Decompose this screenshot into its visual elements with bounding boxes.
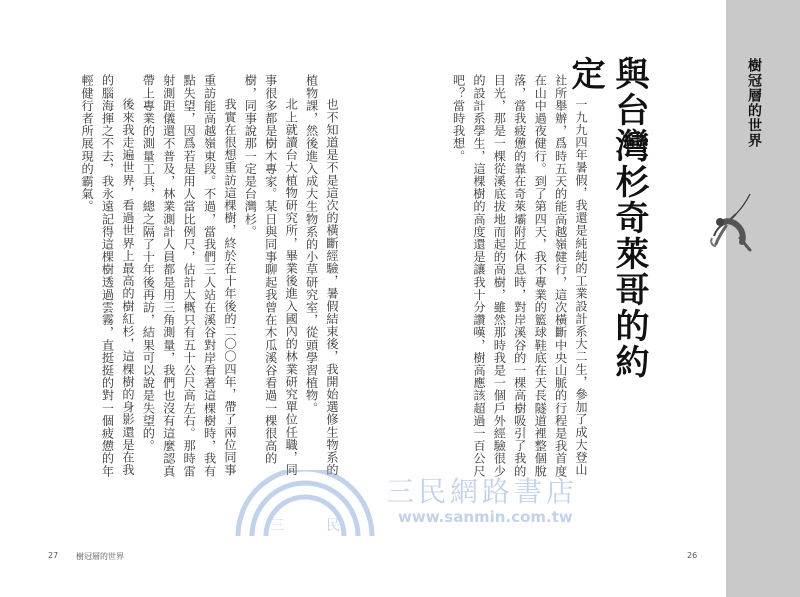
left-running-title: 樹冠層的世界 [76,552,124,561]
watermark [230,470,610,540]
watermark-seal-1: 三 [270,518,284,534]
paragraph: 北上就讀台大植物研究所，畢業後進入國內的林業研究單位任職，同事很多都是樹木專家。某日與同事聊起我曾在木瓜溪谷看過一棵很高的樹，同事說那一定是台灣杉。 [243,74,299,477]
paragraph: 也不知道是不是這次的橫斷經驗，暑假結束後，我開始選修生物系的植物課，然後進入成大生物系的小草研究室，從頭學習植物。 [304,74,339,477]
watermark-logo-icon [230,470,380,540]
watermark-url: www.sanmin.com.tw [398,508,573,526]
watermark-seal-2: 民 [326,518,340,534]
right-page-number: 26 [687,551,698,560]
left-page-number: 27 [48,551,59,560]
paragraph: 一九九四年暑假，我還是純純的工業設計系大二生，參加了成大登山社所舉辦，爲時五天的能高越嶺健行，這次橫斷中央山脈的行程是我首度在山中過夜健行。到了第四天，我不專業的籃球鞋底在天長隧道裡整個脫落，當我疲憊的靠在奇萊壩附近休息時，對岸溪谷的一棵高樹吸引了我的目光，那是一棵從溪底拔地而起的高樹，雖然那時我是一個戶外經驗很少的設計系學生，這棵樹的高度還是讓我十分讚嘆，樹高應該超過一百公尺吧？當時我想。 [451,74,588,478]
sidebar-title: 樹冠層的世界 [746,58,762,148]
climber-icon [706,192,758,254]
right-page-text [451,74,591,484]
watermark-text: 三民網路書店 [386,475,579,508]
left-page-text [42,74,342,484]
paragraph: 我實在很想重訪這棵樹，終於在十年後的二〇〇四年，帶了兩位同事重訪能高越嶺東段。不過，當我們三人站在溪谷對岸看著這棵樹時，我有點失望，因爲若是用人當比例尺，估計大概只有五十公尺高左右。那時雷射測距儀還不普及，林業測計人員都是用三角測量，我們也沒有這麼認真帶上專業的測量工具，總之隔了十年後再訪，結果可以說是失望的。 [141,74,237,478]
article-title: 與台灣杉奇萊哥的約定 [565,56,649,380]
chapter-sidebar [726,0,800,597]
paragraph: 後來我走遍世界，看過世界上最高的樹紅杉，這棵樹的身影還是在我的腦海揮之不去，我永遠記得這棵樹透過雲霧，直挺挺的對一個疲憊的年輕健行者所展現的霸氣。 [80,74,135,478]
